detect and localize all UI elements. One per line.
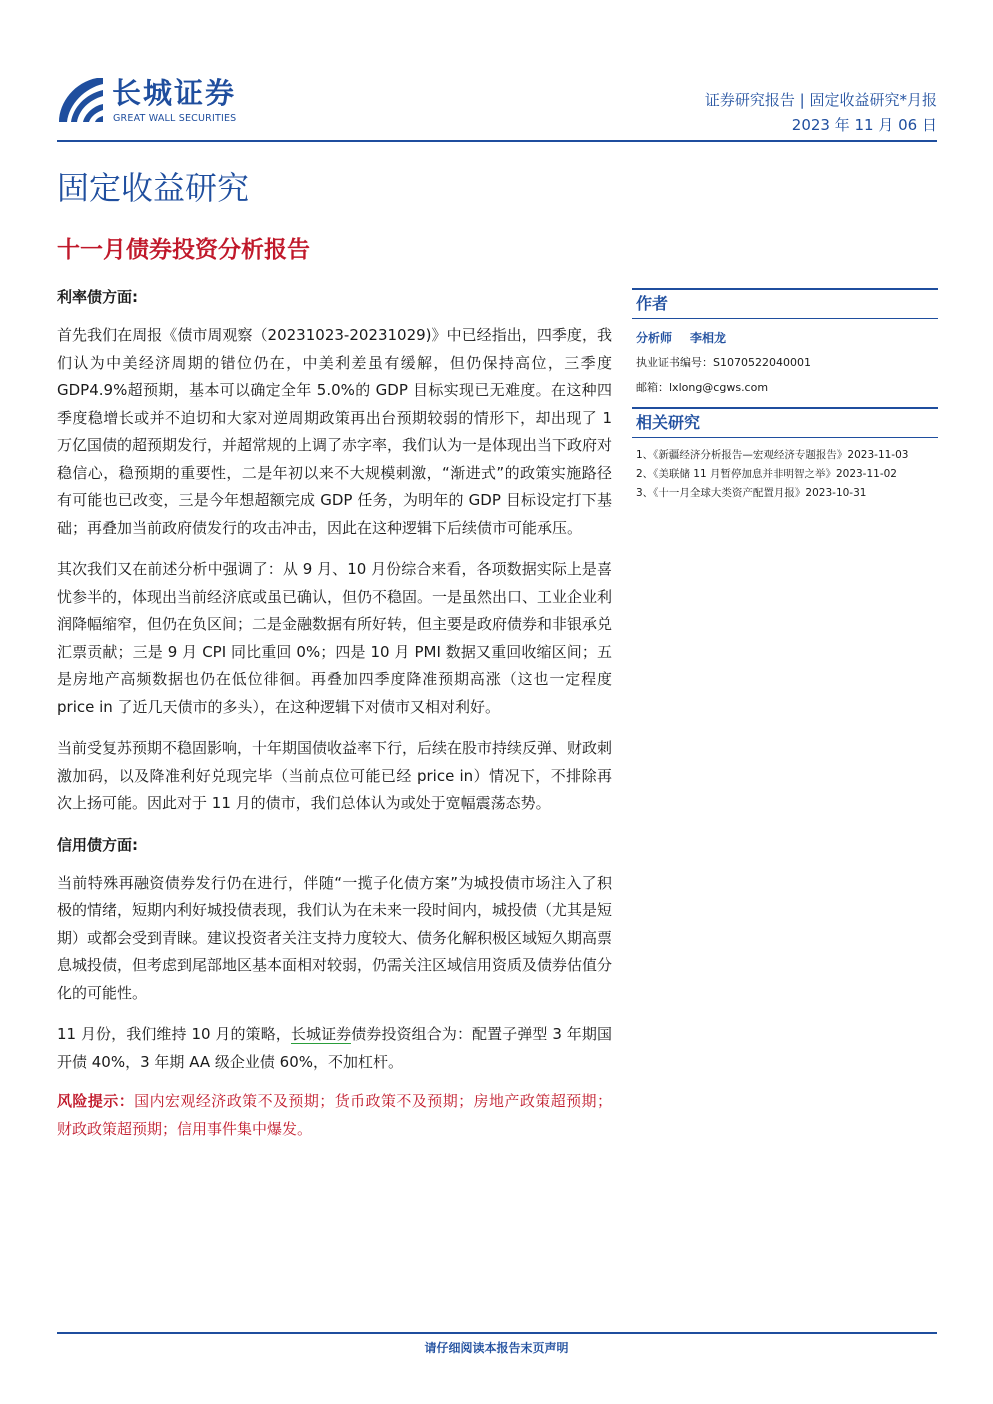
related-item[interactable]: 2、《美联储 11 月暂停加息并非明智之举》2023-11-02	[636, 468, 897, 480]
related-research-list	[632, 446, 938, 503]
email-line	[636, 379, 934, 397]
related-item[interactable]: 3、《十一月全球大类资产配置月报》2023-10-31	[636, 487, 867, 499]
risk-text: 国内宏观经济政策不及预期；货币政策不及预期；房地产政策超预期；财政政策超预期；信用事件集中爆发。	[57, 1092, 612, 1138]
related-research-heading: 相关研究	[632, 407, 938, 438]
company-logo	[57, 74, 307, 130]
risk-label: 风险提示：	[57, 1092, 135, 1110]
footer-notice: 请仔细阅读本报告末页声明	[424, 1341, 569, 1355]
report-category: 证券研究报告 | 固定收益研究*月报	[704, 91, 937, 109]
analyst-name: 李相龙	[690, 331, 727, 345]
strategy-paragraph	[57, 1021, 612, 1076]
strategy-text-after: 债券投资组合为：配置子弹型 3 年期国开债 40%，3 年期 AA 级企业债 60%，不加杠杆。	[57, 1025, 612, 1071]
report-title: 十一月债券投资分析报告	[57, 236, 310, 263]
logo-chinese-name: 长城证券	[112, 76, 237, 110]
analyst-line	[636, 329, 934, 347]
author-info	[632, 329, 938, 397]
report-date: 2023 年 11 月 06 日	[791, 116, 937, 134]
email-label: 邮箱：	[636, 381, 669, 394]
rate-paragraph-2: 其次我们又在前述分析中强调了：从 9 月、10 月份综合来看，各项数据实际上是喜忧参半的，体现出当前经济底或虽已确认，但仍不稳固。一是虽然出口、工业企业利润降幅缩窄，但仍在负区间；二是金融数据有所好转，但主要是政府债券和非银承兑汇票贡献；三是 9 月 CPI 同比重回 0%；四是 10 月 PMI 数据又重回收缩区间；五是房地产高频数据也仍在低位徘徊。再叠加四季度降准预期高涨（这也一定程度 price in 了近几天债市的多头），在这种逻辑下对债市又相对利好。	[57, 560, 613, 716]
strategy-brand-name: 长城证券	[290, 1025, 352, 1043]
logo-english-name: GREAT WALL SECURITIES	[113, 113, 237, 124]
footer-divider	[57, 1332, 937, 1334]
rate-paragraph-3: 当前受复苏预期不稳固影响，十年期国债收益率下行，后续在股市持续反弹、财政刺激加码，以及降准利好兑现完毕（当前点位可能已经 price in）情况下，不排除再次上扬可能。因此对于 11 月的债市，我们总体认为或处于宽幅震荡态势。	[57, 739, 613, 812]
author-heading: 作者	[632, 288, 938, 319]
strategy-text-before: 11 月份，我们维持 10 月的策略，	[57, 1025, 291, 1043]
header-divider	[57, 140, 937, 142]
great-wall-logo-icon	[57, 76, 105, 124]
report-meta	[705, 88, 937, 138]
risk-warning	[57, 1088, 612, 1143]
main-content	[57, 282, 612, 1143]
certificate-line	[636, 354, 934, 372]
analyst-role: 分析师	[636, 331, 673, 345]
report-header	[57, 74, 937, 144]
credit-paragraph: 当前特殊再融资债券发行仍在进行，伴随“一揽子化债方案”为城投债市场注入了积极的情绪，短期内利好城投债表现，我们认为在未来一段时间内，城投债（尤其是短期）或都会受到青睐。建议投资者关注支持力度较大、债务化解积极区域短久期高票息城投债，但考虑到尾部地区基本面相对较弱，仍需关注区域信用资质及债券估值分化的可能性。	[57, 873, 613, 1002]
section-title: 固定收益研究	[57, 169, 250, 207]
certificate-number: S1070522040001	[713, 356, 811, 369]
credit-bond-heading: 信用债方面:	[57, 835, 138, 854]
rate-bond-heading: 利率债方面:	[57, 288, 138, 306]
related-item[interactable]: 1、《新疆经济分析报告—宏观经济专题报告》2023-11-03	[636, 449, 909, 461]
email-address[interactable]: lxlong@cgws.com	[669, 381, 769, 394]
rate-paragraph-1: 首先我们在周报《债市周观察（20231023-20231029)》中已经指出，四季度，我们认为中美经济周期的错位仍在，中美利差虽有缓解，但仍保持高位，三季度 GDP4.9%超预期，基本可以确定全年 5.0%的 GDP 目标实现已无难度。在这种四季度稳增长或并不迫切和大家对逆周期政策再出台预期较弱的情形下，却出现了 1 万亿国债的超预期发行，并超常规的上调了赤字率，我们认为一是体现出当下政府对稳信心，稳预期的重要性，二是年初以来不大规模刺激，“渐进式”的政策实施路径有可能也已改变，三是今年想超额完成 GDP 任务，为明年的 GDP 目标设定打下基础；再叠加当前政府债发行的攻击冲击，因此在这种逻辑下后续债市可能承压。	[57, 326, 613, 537]
certificate-label: 执业证书编号：	[636, 356, 713, 369]
sidebar	[632, 288, 938, 503]
